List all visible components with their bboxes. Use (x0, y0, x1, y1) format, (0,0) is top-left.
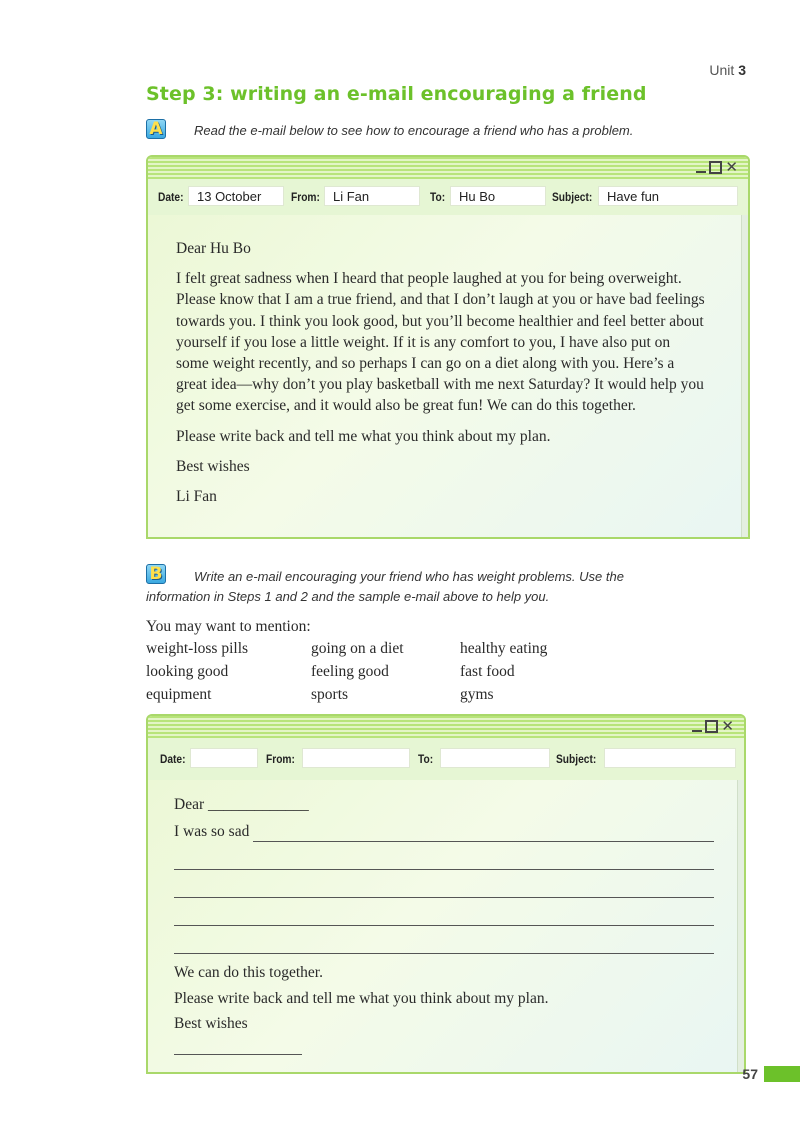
sample-email-window (146, 155, 750, 539)
to-field[interactable] (440, 748, 550, 768)
window-controls (692, 717, 734, 735)
mention-item: going on a diet (311, 640, 404, 657)
minimize-icon[interactable] (692, 730, 702, 732)
letter-closing: Best wishes (176, 457, 250, 475)
draft-line-1: We can do this together. (174, 964, 323, 982)
to-label: To: (430, 190, 446, 204)
step-title: Step 3: writing an e-mail encouraging a friend (146, 83, 647, 105)
subject-field[interactable] (604, 748, 736, 768)
write-line[interactable] (174, 926, 714, 954)
maximize-icon[interactable] (709, 161, 722, 174)
draft-start-text: I was so sad (174, 823, 250, 841)
date-field[interactable]: 13 October (188, 186, 284, 206)
email-body (148, 780, 744, 1072)
mention-intro: You may want to mention: (146, 618, 311, 635)
draft-line-2: Please write back and tell me what you think about my plan. (174, 989, 549, 1007)
window-controls (696, 158, 738, 176)
section-b-badge: B (146, 564, 166, 584)
close-icon[interactable]: ✕ (721, 717, 734, 735)
email-scrollbar[interactable] (737, 780, 744, 1072)
email-body (148, 215, 748, 537)
write-lines (174, 842, 714, 954)
write-line[interactable] (174, 898, 714, 926)
from-field[interactable]: Li Fan (324, 186, 420, 206)
page-number: 57 (742, 1066, 758, 1082)
mention-item: fast food (460, 663, 515, 680)
mention-item: weight-loss pills (146, 640, 249, 657)
subject-field[interactable]: Have fun (598, 186, 738, 206)
date-label: Date: (160, 752, 186, 766)
signature-line[interactable] (174, 1034, 302, 1055)
letter-greeting: Dear Hu Bo (176, 240, 251, 257)
subject-label: Subject: (552, 190, 593, 204)
to-label: To: (418, 752, 434, 766)
date-field[interactable] (190, 748, 258, 768)
close-icon[interactable]: ✕ (725, 158, 738, 176)
maximize-icon[interactable] (705, 720, 718, 733)
write-line[interactable] (253, 825, 714, 842)
from-field[interactable] (302, 748, 410, 768)
section-a-instruction: Read the e-mail below to see how to encourage a friend who has a problem. (194, 123, 634, 138)
mention-item: sports (311, 686, 349, 703)
page-number-bar (764, 1066, 800, 1082)
draft-email-window (146, 714, 746, 1074)
email-header-fields (148, 738, 744, 781)
letter-signature: Li Fan (176, 488, 217, 506)
sample-letter (176, 238, 706, 507)
mention-item: gyms (460, 686, 494, 703)
mention-item: healthy eating (460, 640, 548, 657)
draft-greeting[interactable]: Dear _____________ (174, 796, 309, 813)
draft-first-line (174, 821, 714, 842)
unit-prefix: Unit (709, 62, 735, 78)
write-line[interactable] (174, 870, 714, 898)
letter-paragraph-1: I felt great sadness when I heard that people laughed at you for being overweight. Please know that I am a true friend, and that I don’t laugh at you or have bad feelings towards you. I think you look good, but you’ll become healthier and feel better about yourself if you lose a little weight. If it is any comfort to you, I have also put on some weight recently, and so perhaps I can go on a diet along with you. Here’s a great idea—why don’t you play basketball with me next Saturday? It would help you get some exercise, and it would also be great fun! We can do this together. (176, 270, 705, 415)
to-field[interactable]: Hu Bo (450, 186, 546, 206)
email-titlebar (148, 157, 748, 179)
draft-letter (174, 794, 714, 1055)
unit-number: 3 (738, 62, 746, 78)
section-a-badge: A (146, 119, 166, 139)
date-label: Date: (158, 190, 184, 204)
unit-label (709, 62, 746, 78)
write-line[interactable] (174, 842, 714, 870)
mention-item: looking good (146, 663, 229, 680)
section-b-instruction-line-2: information in Steps 1 and 2 and the sample e-mail above to help you. (146, 589, 550, 604)
letter-paragraph-2: Please write back and tell me what you think about my plan. (176, 427, 551, 445)
email-scrollbar[interactable] (741, 215, 748, 537)
minimize-icon[interactable] (696, 171, 706, 173)
mention-item: equipment (146, 686, 212, 703)
from-label: From: (266, 752, 295, 766)
section-b-instruction-line-1: Write an e-mail encouraging your friend who has weight problems. Use the (194, 569, 624, 584)
mention-item: feeling good (311, 663, 389, 680)
from-label: From: (291, 190, 320, 204)
subject-label: Subject: (556, 752, 597, 766)
draft-closing: Best wishes (174, 1014, 248, 1032)
email-header-fields (148, 179, 748, 216)
email-titlebar (148, 716, 744, 738)
